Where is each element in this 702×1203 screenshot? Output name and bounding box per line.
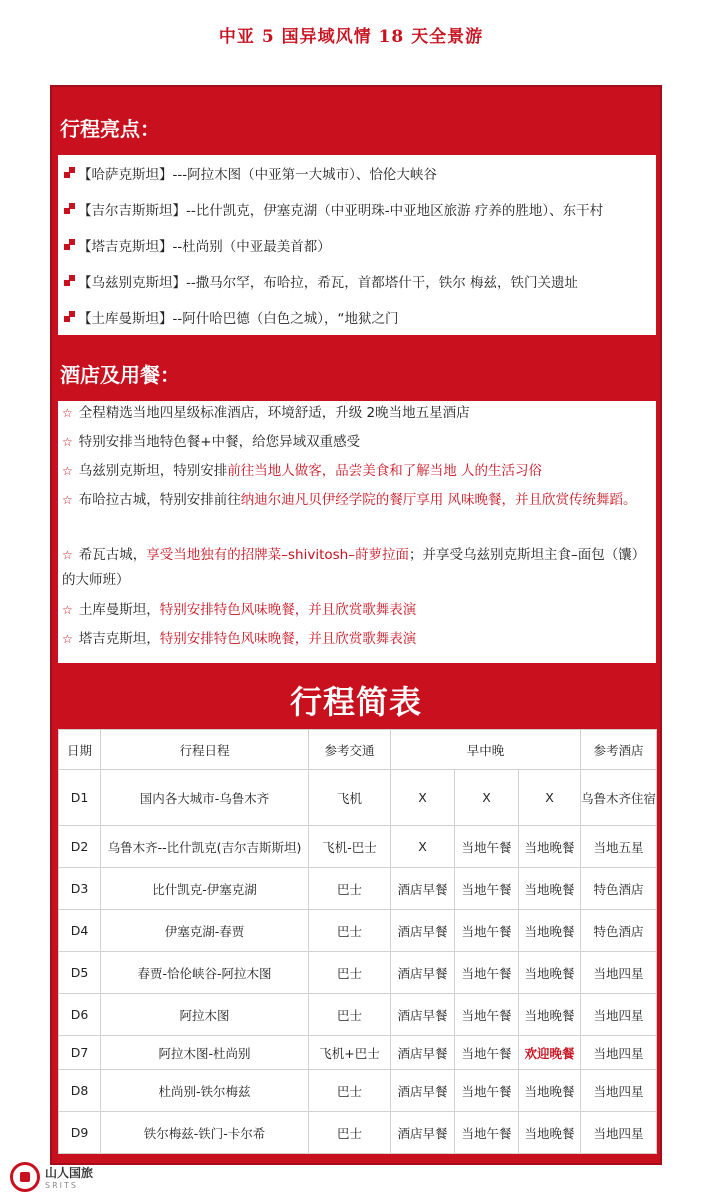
star-icon: ☆ <box>62 435 73 449</box>
bullet-icon <box>64 275 76 287</box>
cell-hotel: 特色酒店 <box>581 910 657 952</box>
cell-hotel: 当地四星 <box>581 994 657 1036</box>
meal-text-tail: ；并享受乌兹别克斯坦主食–面包（馕）的大师班） <box>62 547 646 588</box>
cell-lunch: 当地午餐 <box>455 868 519 910</box>
cell-transport: 飞机 <box>309 770 391 826</box>
cell-hotel: 当地四星 <box>581 1036 657 1070</box>
meal-item <box>62 543 652 593</box>
highlights-heading: 行程亮点： <box>60 117 160 141</box>
cell-dinner: 当地晚餐 <box>519 826 581 868</box>
highlight-text: 【塔吉克斯坦】--杜尚别（中亚最美首都） <box>78 239 331 255</box>
itinerary-frame <box>50 85 662 1165</box>
cell-hotel: 当地四星 <box>581 952 657 994</box>
highlight-text: 【哈萨克斯坦】---阿拉木图（中亚第一大城市）、恰伦大峡谷 <box>78 167 437 183</box>
bullet-icon <box>64 311 76 323</box>
header-transport: 参考交通 <box>309 730 391 770</box>
cell-day: D5 <box>59 952 101 994</box>
logo-icon <box>10 1162 40 1192</box>
cell-route: 乌鲁木齐--比什凯克(吉尔吉斯斯坦) <box>101 826 309 868</box>
star-icon: ☆ <box>62 406 73 420</box>
highlight-text: 【吉尔吉斯斯坦】--比什凯克，伊塞克湖（中亚明珠-中亚地区旅游 疗养的胜地）、东干村 <box>78 203 604 219</box>
cell-route: 比什凯克-伊塞克湖 <box>101 868 309 910</box>
table-row <box>59 1070 657 1112</box>
meal-text: 特别安排当地特色餐+中餐，给您异域双重感受 <box>78 434 361 450</box>
cell-lunch: 当地午餐 <box>455 1070 519 1112</box>
highlight-item <box>64 199 603 219</box>
cell-lunch: 当地午餐 <box>455 952 519 994</box>
cell-route: 春贾-恰伦峡谷-阿拉木图 <box>101 952 309 994</box>
star-icon: ☆ <box>62 632 73 646</box>
star-icon: ☆ <box>62 603 73 617</box>
cell-day: D9 <box>59 1112 101 1154</box>
cell-breakfast: 酒店早餐 <box>391 952 455 994</box>
cell-route: 阿拉木图-杜尚别 <box>101 1036 309 1070</box>
cell-dinner: 当地晚餐 <box>519 868 581 910</box>
cell-dinner: 当地晚餐 <box>519 994 581 1036</box>
cell-hotel: 当地四星 <box>581 1112 657 1154</box>
cell-dinner: 当地晚餐 <box>519 1112 581 1154</box>
table-header-row <box>59 730 657 770</box>
cell-day: D4 <box>59 910 101 952</box>
header-day: 日期 <box>59 730 101 770</box>
table-row <box>59 952 657 994</box>
cell-dinner: 欢迎晚餐 <box>519 1036 581 1070</box>
cell-transport: 巴士 <box>309 1112 391 1154</box>
cell-day: D6 <box>59 994 101 1036</box>
cell-breakfast: 酒店早餐 <box>391 868 455 910</box>
table-row <box>59 868 657 910</box>
bullet-icon <box>64 239 76 251</box>
cell-lunch: 当地午餐 <box>455 994 519 1036</box>
cell-breakfast: 酒店早餐 <box>391 1112 455 1154</box>
table-row <box>59 1036 657 1070</box>
cell-day: D1 <box>59 770 101 826</box>
table-row <box>59 1112 657 1154</box>
cell-transport: 巴士 <box>309 952 391 994</box>
meal-text: 希瓦古城， <box>78 547 147 563</box>
cell-transport: 巴士 <box>309 1070 391 1112</box>
bullet-icon <box>64 203 76 215</box>
meal-text: 土库曼斯坦， <box>78 602 160 618</box>
meal-text-highlight: 特别安排特色风味晚餐，并且欣赏歌舞表演 <box>159 602 417 618</box>
meal-item <box>62 430 652 455</box>
bullet-icon <box>64 167 76 179</box>
cell-hotel: 当地四星 <box>581 1070 657 1112</box>
logo-name-cn: 山人国旅 <box>45 1166 94 1180</box>
cell-transport: 巴士 <box>309 910 391 952</box>
cell-route: 铁尔梅兹-铁门-卡尔希 <box>101 1112 309 1154</box>
star-icon: ☆ <box>62 548 73 562</box>
meal-item <box>62 488 652 513</box>
cell-dinner: 当地晚餐 <box>519 910 581 952</box>
meal-item <box>62 401 652 426</box>
cell-route: 杜尚别-铁尔梅兹 <box>101 1070 309 1112</box>
cell-lunch: X <box>455 770 519 826</box>
cell-breakfast: 酒店早餐 <box>391 1070 455 1112</box>
itinerary-table <box>58 729 657 1154</box>
meal-text: 全程精选当地四星级标准酒店，环境舒适，升级 2晚当地五星酒店 <box>78 405 470 421</box>
cell-day: D3 <box>59 868 101 910</box>
itinerary-heading: 行程简表 <box>289 683 422 721</box>
cell-hotel: 乌鲁木齐住宿 <box>581 770 657 826</box>
meal-item <box>62 459 652 484</box>
cell-transport: 飞机-巴士 <box>309 826 391 868</box>
cell-breakfast: 酒店早餐 <box>391 910 455 952</box>
cell-route: 国内各大城市-乌鲁木齐 <box>101 770 309 826</box>
cell-breakfast: 酒店早餐 <box>391 1036 455 1070</box>
highlight-text: 【土库曼斯坦】--阿什哈巴德（白色之城），“地狱之门 <box>78 311 399 327</box>
table-row <box>59 910 657 952</box>
table-row <box>59 826 657 868</box>
cell-lunch: 当地午餐 <box>455 826 519 868</box>
company-logo <box>10 1162 93 1192</box>
cell-lunch: 当地午餐 <box>455 1112 519 1154</box>
table-row <box>59 994 657 1036</box>
meal-item <box>62 627 652 652</box>
document-title: 中亚 5 国异域风情 18 天全景游 <box>218 27 484 47</box>
meal-text-highlight: 特别安排特色风味晚餐，并且欣赏歌舞表演 <box>159 631 417 647</box>
cell-day: D8 <box>59 1070 101 1112</box>
cell-transport: 巴士 <box>309 868 391 910</box>
meal-text-highlight: 前往当地人做客，品尝美食和了解当地 人的生活习俗 <box>227 463 543 479</box>
highlights-panel <box>58 155 656 335</box>
cell-transport: 巴士 <box>309 994 391 1036</box>
cell-route: 阿拉木图 <box>101 994 309 1036</box>
hotels-heading: 酒店及用餐： <box>60 363 180 387</box>
highlight-item <box>64 271 578 291</box>
highlight-item <box>64 307 399 327</box>
meal-text: 布哈拉古城，特别安排前往 <box>78 492 241 508</box>
meal-text: 乌兹别克斯坦，特别安排 <box>78 463 228 479</box>
cell-breakfast: X <box>391 770 455 826</box>
cell-breakfast: X <box>391 826 455 868</box>
cell-transport: 飞机+巴士 <box>309 1036 391 1070</box>
cell-dinner: 当地晚餐 <box>519 1070 581 1112</box>
star-icon: ☆ <box>62 464 73 478</box>
cell-hotel: 特色酒店 <box>581 868 657 910</box>
cell-day: D7 <box>59 1036 101 1070</box>
meal-item <box>62 598 652 623</box>
cell-breakfast: 酒店早餐 <box>391 994 455 1036</box>
highlight-item <box>64 235 331 255</box>
logo-name-en: SRITS <box>45 1181 78 1190</box>
star-icon: ☆ <box>62 493 73 507</box>
highlight-item <box>64 163 437 183</box>
table-row <box>59 770 657 826</box>
meal-text-highlight: 纳迪尔迪凡贝伊经学院的餐厅享用 风味晚餐，并且欣赏传统舞蹈。 <box>240 492 637 508</box>
highlight-text: 【乌兹别克斯坦】--撒马尔罕，布哈拉，希瓦，首都塔什干，铁尔 梅兹，铁门关遗址 <box>78 275 579 291</box>
cell-lunch: 当地午餐 <box>455 1036 519 1070</box>
cell-dinner: 当地晚餐 <box>519 952 581 994</box>
hotels-panel <box>58 401 656 663</box>
header-route: 行程日程 <box>101 730 309 770</box>
cell-hotel: 当地五星 <box>581 826 657 868</box>
cell-day: D2 <box>59 826 101 868</box>
header-meals: 早中晚 <box>391 730 581 770</box>
cell-lunch: 当地午餐 <box>455 910 519 952</box>
header-hotel: 参考酒店 <box>581 730 657 770</box>
meal-text-highlight: 享受当地独有的招牌菜–shivitosh–莳萝拉面 <box>146 547 409 563</box>
cell-route: 伊塞克湖-春贾 <box>101 910 309 952</box>
meal-text: 塔吉克斯坦， <box>78 631 160 647</box>
cell-dinner: X <box>519 770 581 826</box>
